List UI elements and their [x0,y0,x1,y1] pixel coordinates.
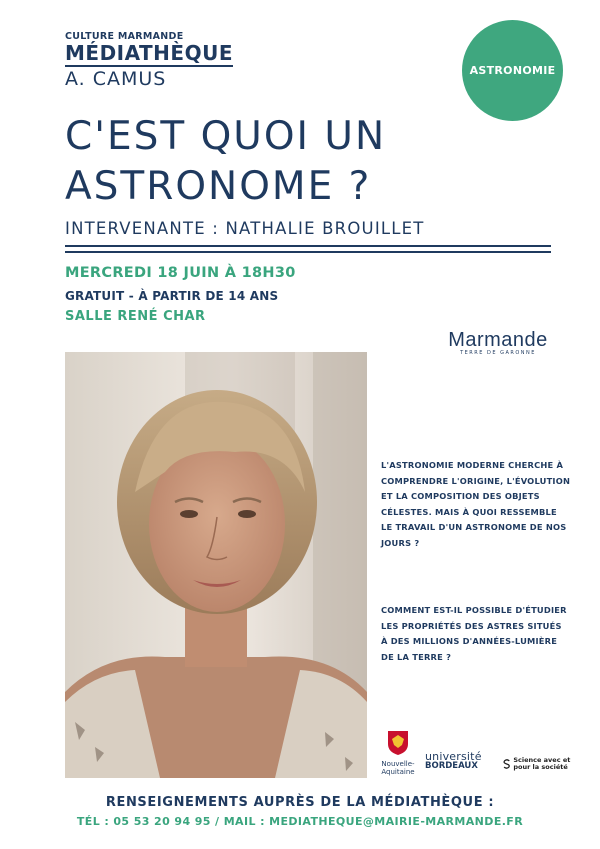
event-price: GRATUIT - À PARTIR DE 14 ANS [65,289,279,303]
region-crest-icon [387,730,409,756]
mediatheque-logo: MÉDIATHÈQUE [65,41,233,65]
region-logo-text: Nouvelle-Aquitaine [381,760,415,776]
description-paragraph-1: L'ASTRONOMIE MODERNE CHERCHE À COMPRENDRE L'ORIGINE, L'ÉVOLUTION ET LA COMPOSITION DES OBJETS CÉLESTES. MAIS À QUOI RESSEMBLE LE TRAVAIL D'UN ASTRONOME DE NOS JOURS ? [381,460,571,548]
info-heading: RENSEIGNEMENTS AUPRÈS DE LA MÉDIATHÈQUE : [105,795,495,810]
science-society-logo [503,755,573,773]
portrait-image [65,352,367,778]
divider-top [65,245,551,247]
divider-bottom [65,251,551,253]
university-logo-line2: BORDEAUX [425,761,478,771]
title-line-1: C'EST QUOI UN [65,114,387,159]
event-room: SALLE RENÉ CHAR [65,309,206,324]
camus-label: A. CAMUS [65,68,167,90]
description-paragraph-2: COMMENT EST-IL POSSIBLE D'ÉTUDIER LES PROPRIÉTÉS DES ASTRES SITUÉS À DES MILLIONS D'ANNÉES-LUMIÈRE DE LA TERRE ? [381,605,567,662]
category-badge-label: ASTRONOMIE [469,64,556,77]
science-s-icon [503,755,510,773]
university-logo [425,750,495,771]
event-date: MERCREDI 18 JUIN À 18H30 [65,265,296,281]
region-logo [380,730,416,776]
org-label: CULTURE MARMANDE [65,31,184,42]
speaker-photo [65,352,367,778]
page-title [65,112,485,212]
science-society-text: Science avec et pour la société [513,756,571,771]
category-badge [462,20,563,121]
marmande-logo [443,329,553,356]
marmande-logo-sub: TERRE DE GARONNE [460,350,536,356]
speaker-label: INTERVENANTE : NATHALIE BROUILLET [65,219,425,238]
marmande-logo-name: Marmande [448,329,548,351]
university-logo-line1: université [425,750,482,763]
title-line-2: ASTRONOME ? [65,164,372,209]
contact-line[interactable]: TÉL : 05 53 20 94 95 / MAIL : MEDIATHEQUE@MAIRIE-MARMANDE.FR [76,815,524,828]
